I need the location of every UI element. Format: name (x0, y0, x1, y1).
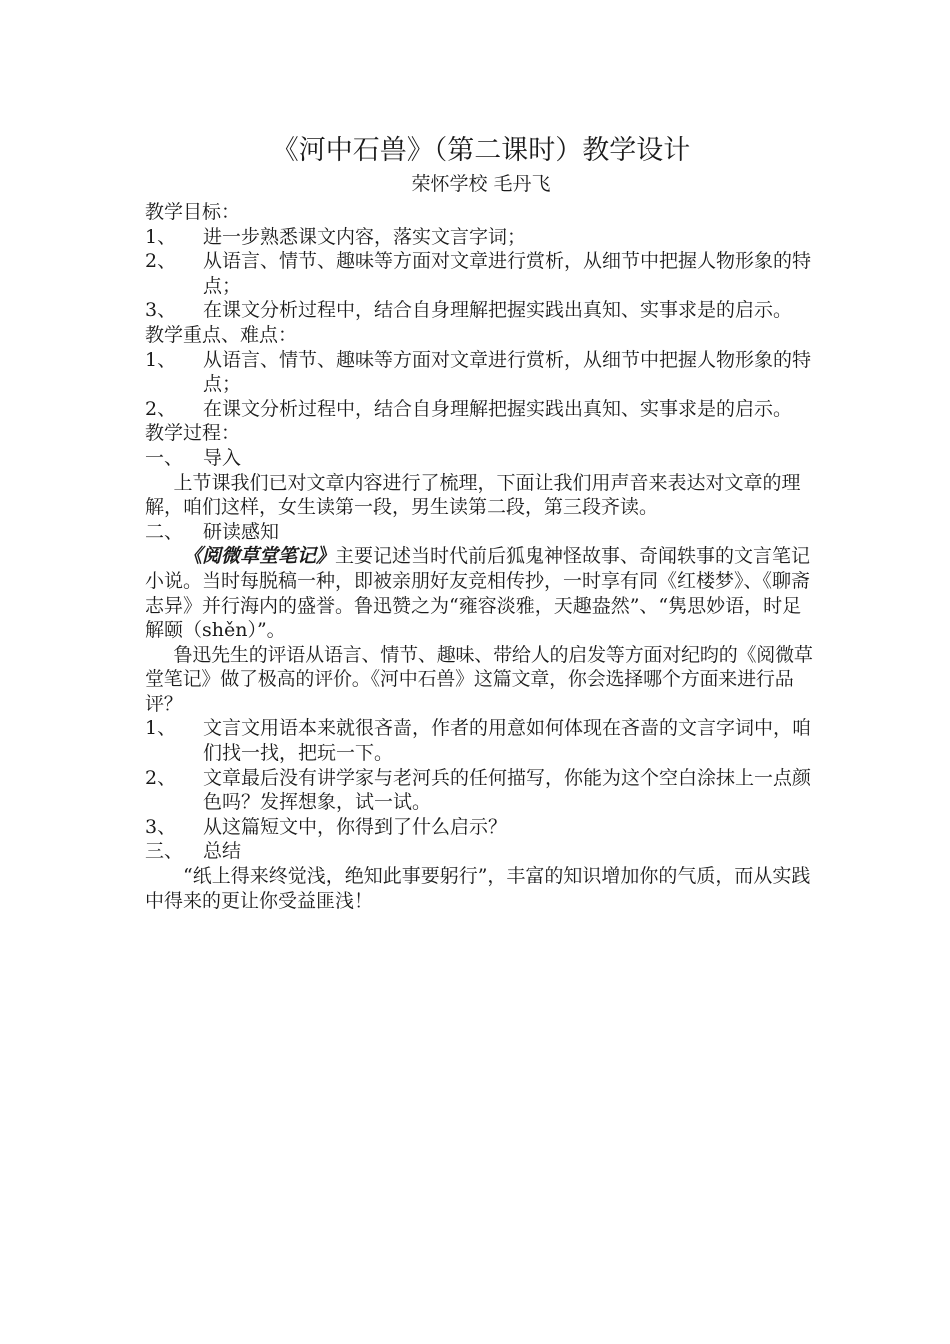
section-title: 导入 (203, 446, 242, 469)
section-heading-reading (145, 520, 817, 545)
objective-item (145, 298, 817, 323)
section-title: 总结 (203, 840, 242, 863)
section-title: 研读感知 (203, 520, 280, 543)
objective-item (145, 225, 817, 250)
process-heading: 教学过程： (145, 422, 241, 445)
objective-number: 2、 (145, 250, 177, 273)
question-item (145, 815, 817, 840)
keypoint-item (145, 397, 817, 422)
keypoint-item (145, 348, 817, 397)
objective-number: 3、 (145, 299, 177, 322)
objective-text: 进一步熟悉课文内容，落实文言字词； (203, 225, 527, 248)
question-number: 1、 (145, 717, 177, 740)
objective-item (145, 249, 817, 298)
section-number: 二、 (145, 520, 184, 543)
section-number: 一、 (145, 446, 184, 469)
objective-text: 在课文分析过程中，结合自身理解把握实践出真知、实事求是的启示。 (203, 299, 793, 322)
document-author: 荣怀学校 毛丹飞 (411, 173, 551, 195)
question-item (145, 766, 817, 815)
document-content (145, 132, 817, 913)
keypoint-text: 在课文分析过程中，结合自身理解把握实践出真知、实事求是的启示。 (203, 397, 793, 420)
question-text: 文章最后没有讲学家与老河兵的任何描写，你能为这个空白涂抹上一点颜色吗？发挥想象，试一试。 (203, 766, 812, 814)
section-heading-intro (145, 446, 817, 471)
question-text: 从这篇短文中，你得到了什么启示？ (203, 815, 508, 838)
objectives-heading: 教学目标： (145, 201, 241, 223)
summary-paragraph: “纸上得来终觉浅，绝知此事要躬行”，丰富的知识增加你的气质，而从实践中得来的更让你受益匪浅！ (145, 865, 811, 912)
question-number: 3、 (145, 815, 177, 838)
section-number: 三、 (145, 840, 184, 863)
objective-text: 从语言、情节、趣味等方面对文章进行赏析，从细节中把握人物形象的特点； (203, 250, 812, 297)
book-title-bold: 《阅微草堂笔记》 (183, 545, 336, 568)
document-title: 《河中石兽》（第二课时）教学设计 (271, 135, 691, 166)
question-number: 2、 (145, 766, 177, 789)
reading-paragraph-1 (145, 544, 817, 642)
reading-paragraph-2: 鲁迅先生的评语从语言、情节、趣味、带给人的启发等方面对纪昀的《阅微草堂笔记》做了极高的评价。《河中石兽》这篇文章，你会选择哪个方面来进行品评？ (145, 643, 813, 715)
reading-paragraph-1-text: 主要记述当时代前后狐鬼神怪故事、奇闻轶事的文言笔记小说。当时每脱稿一种，即被亲朋好友竞相传抄，一时享有同《红楼梦》、《聊斋志异》并行海内的盛誉。鲁迅赞之为“雍容淡雅，天趣盎然”、“隽思妙语，时足解颐（shěn）”。 (145, 545, 811, 642)
question-text: 文言文用语本来就很吝啬，作者的用意如何体现在吝啬的文言字词中，咱们找一找，把玩一下。 (203, 717, 812, 765)
section-heading-summary (145, 839, 817, 864)
keypoint-number: 2、 (145, 397, 177, 420)
keypoint-text: 从语言、情节、趣味等方面对文章进行赏析，从细节中把握人物形象的特点； (203, 348, 812, 396)
intro-paragraph: 上节课我们已对文章内容进行了梳理，下面让我们用声音来表达对文章的理解，咱们这样，女生读第一段，男生读第二段，第三段齐读。 (145, 471, 801, 519)
objective-number: 1、 (145, 225, 177, 248)
keypoints-heading: 教学重点、难点： (145, 323, 298, 346)
keypoint-number: 1、 (145, 348, 177, 371)
question-item (145, 716, 817, 765)
